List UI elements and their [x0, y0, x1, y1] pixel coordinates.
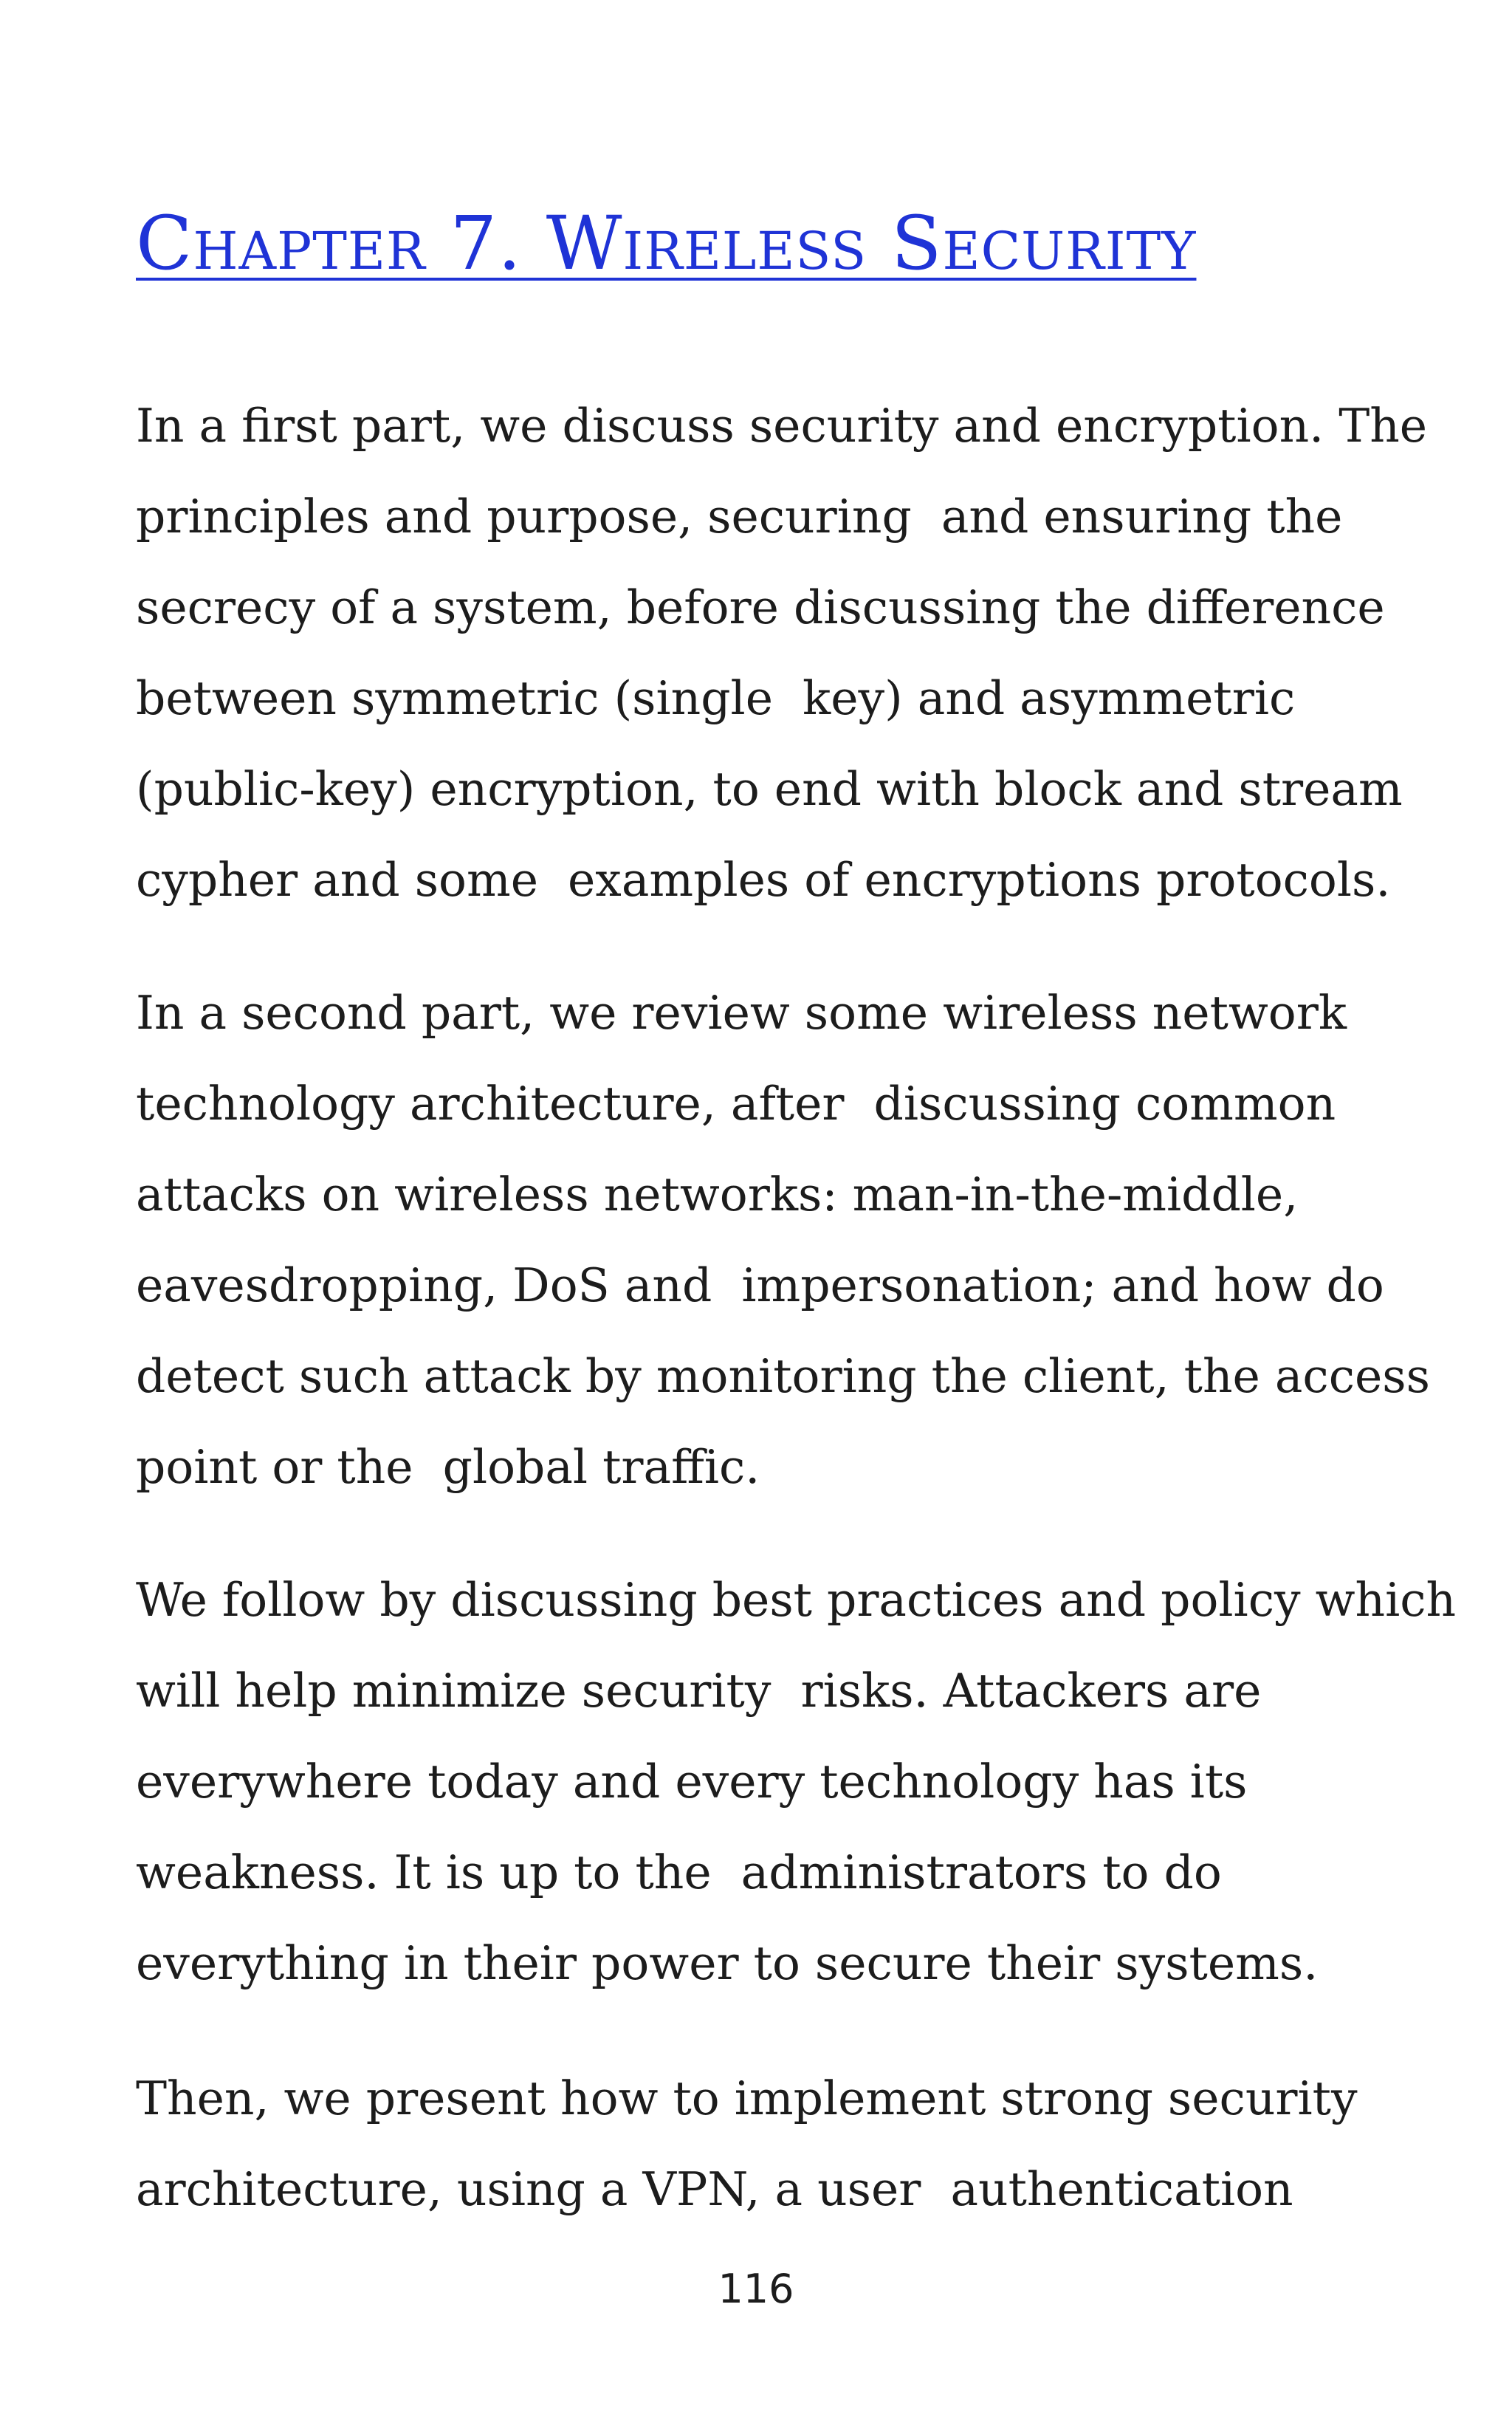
paragraph-1	[136, 380, 1428, 925]
paragraph-3	[136, 1555, 1457, 2009]
text-line: In a first part, we discuss security and encryption. The	[136, 399, 1428, 453]
text-line: principles and purpose, securing and ensuring the	[136, 490, 1343, 544]
text-line: Then, we present how to implement strong security	[136, 2071, 1358, 2125]
text-line: We follow by discussing best practices and policy which	[136, 1573, 1457, 1627]
text-line: secrecy of a system, before discussing the difference	[136, 580, 1385, 634]
page-number: 116	[718, 2266, 794, 2312]
text-line: attacks on wireless networks: man-in-the-middle,	[136, 1168, 1299, 1221]
text-line: between symmetric (single key) and asymmetric	[136, 671, 1296, 725]
text-line: (public-key) encryption, to end with block and stream	[136, 762, 1403, 816]
text-line: technology architecture, after discussing common	[136, 1077, 1336, 1131]
text-line: weakness. It is up to the administrators to do	[136, 1845, 1222, 1899]
chapter-heading	[136, 199, 1196, 288]
text-line: In a second part, we review some wireless network	[136, 986, 1347, 1040]
paragraph-2	[136, 967, 1430, 1512]
text-line: everything in their power to secure their systems.	[136, 1936, 1319, 1990]
chapter-title-link[interactable]: Chapter 7. Wireless Security	[136, 200, 1197, 287]
text-line: eavesdropping, DoS and impersonation; and how do	[136, 1258, 1384, 1312]
text-line: detect such attack by monitoring the client, the access	[136, 1349, 1430, 1403]
text-line: will help minimize security risks. Attackers are	[136, 1664, 1262, 1718]
text-line: everywhere today and every technology has its	[136, 1755, 1248, 1809]
text-line: cypher and some examples of encryptions protocols.	[136, 853, 1391, 907]
paragraph-4	[136, 2053, 1406, 2235]
text-line: point or the global traffic.	[136, 1440, 760, 1494]
text-line: architecture, using a VPN, a user authentication	[136, 2162, 1293, 2216]
